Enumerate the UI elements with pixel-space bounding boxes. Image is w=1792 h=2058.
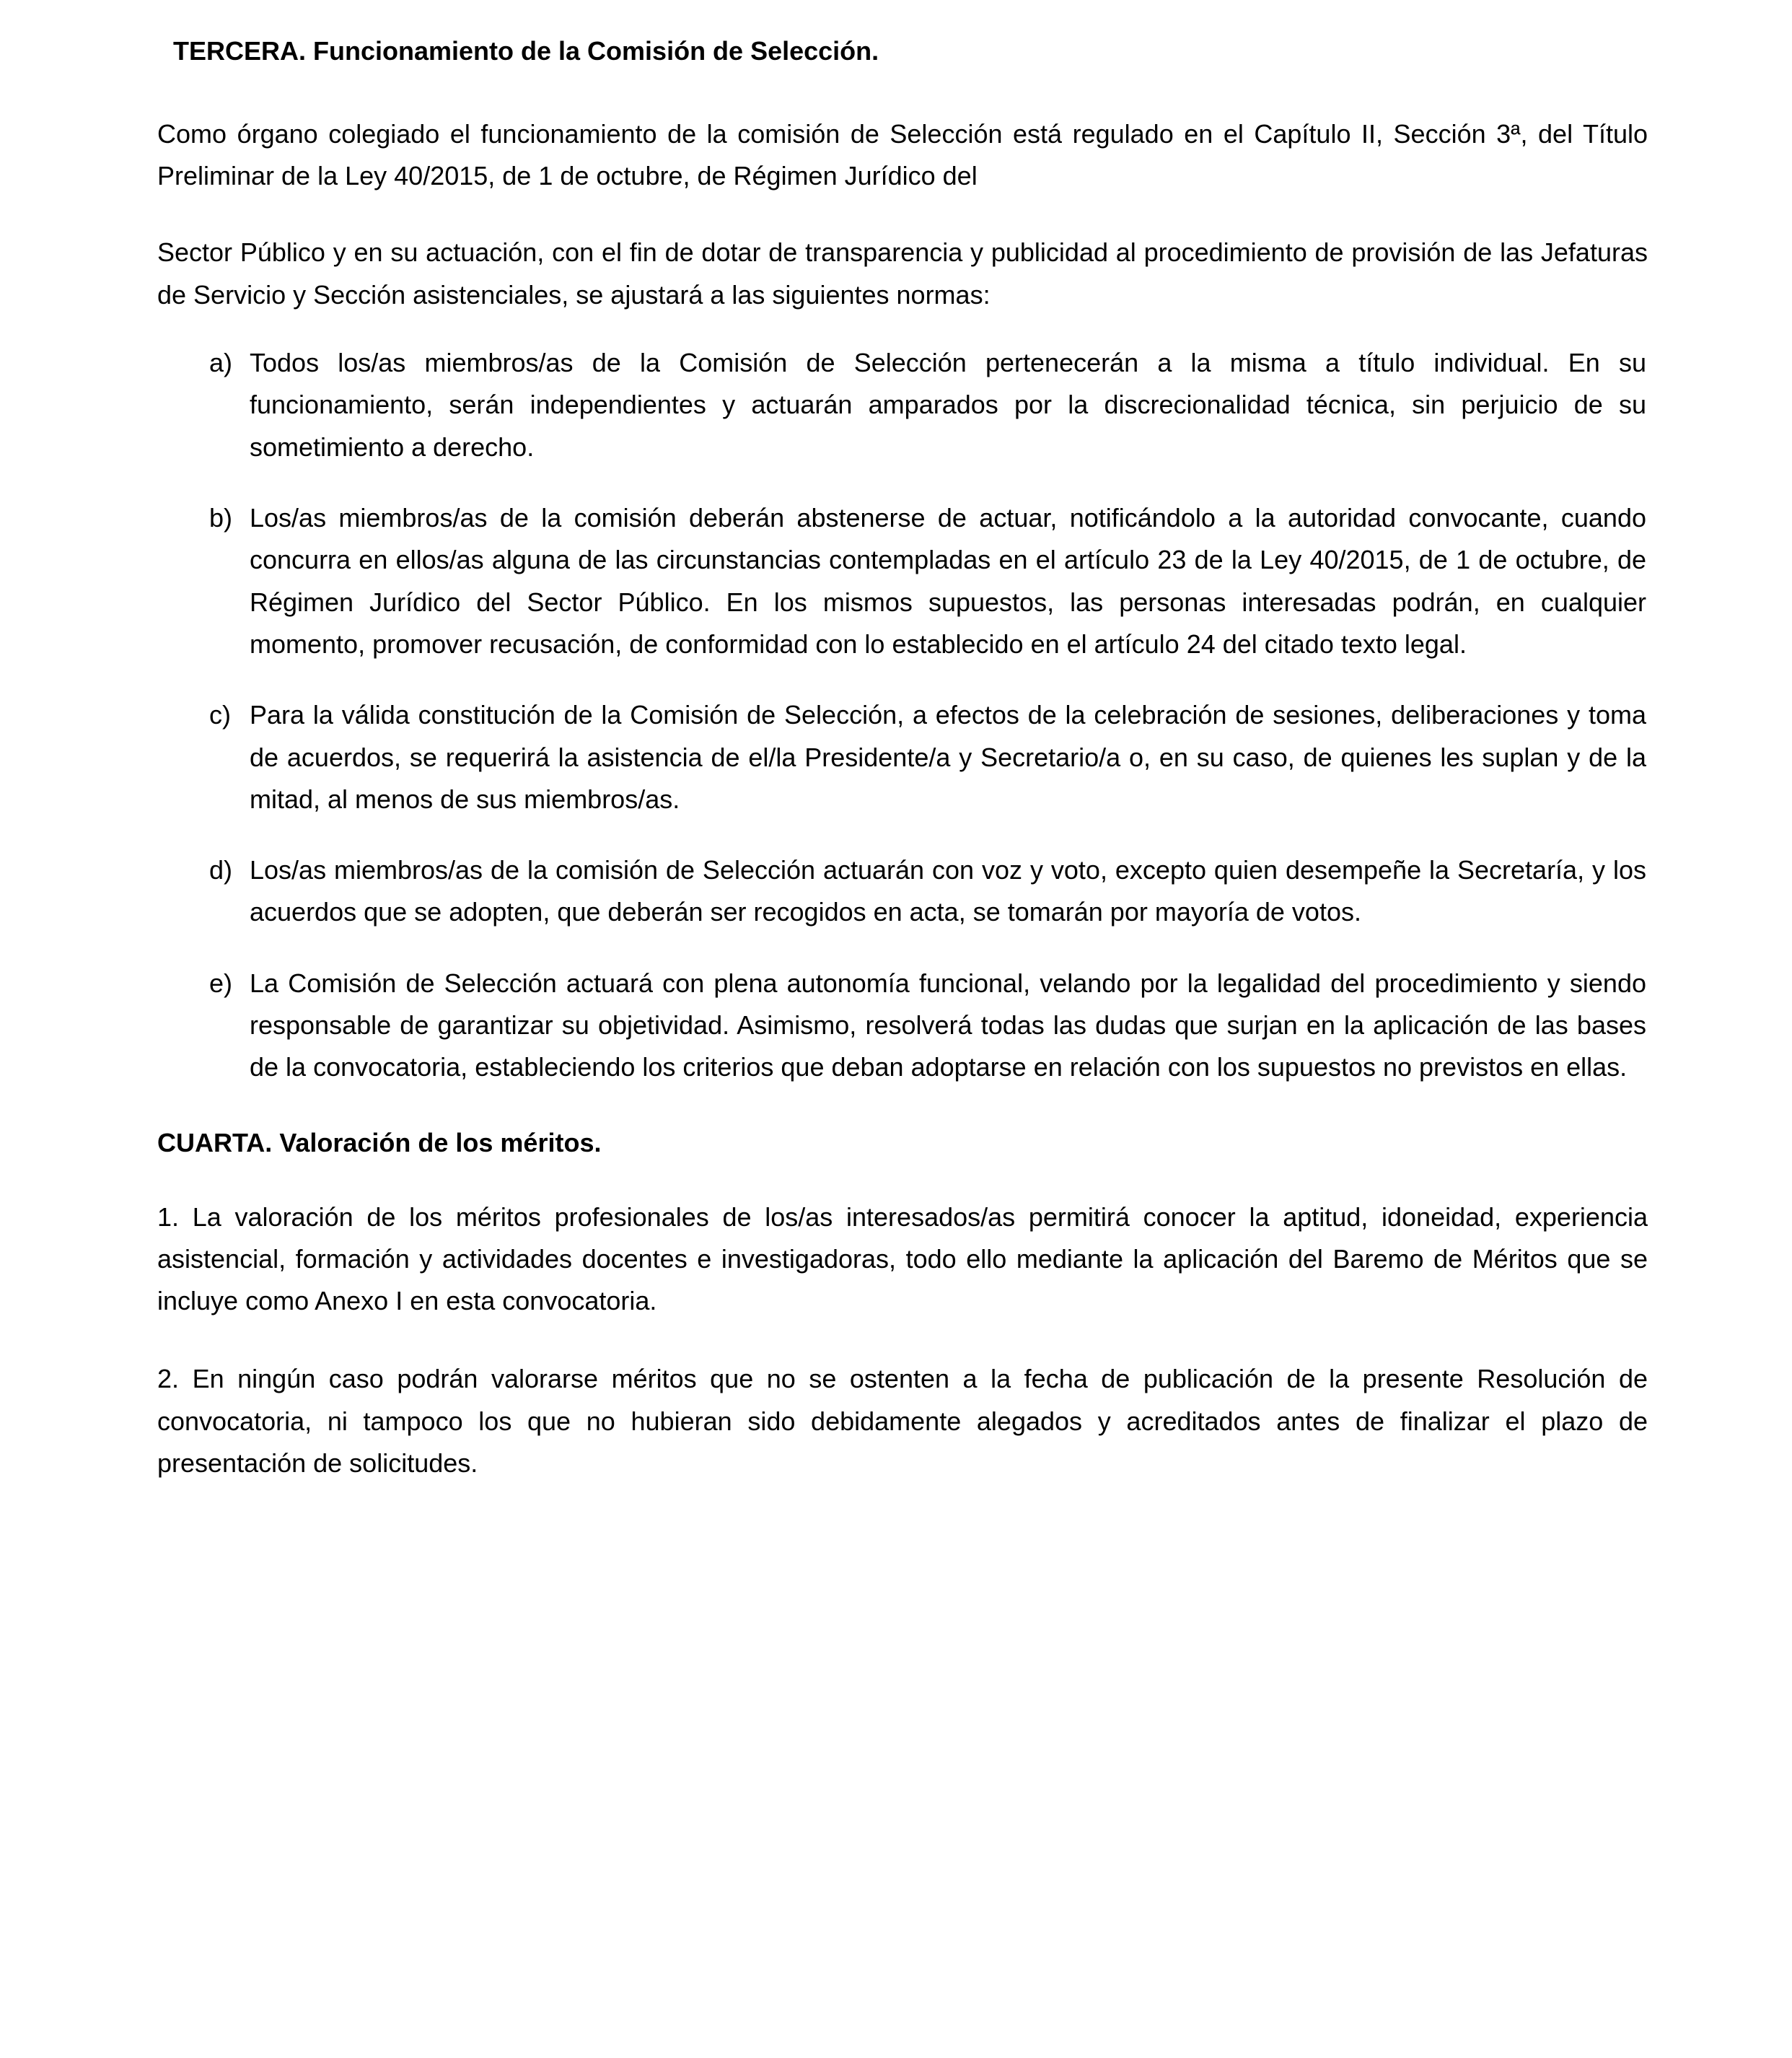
list-item-text: Todos los/as miembros/as de la Comisión de Selección pertenecerán a la misma a título individual. En su funcionamiento, serán independientes y actuarán amparados por la discrecionalidad técnica, sin perjuicio de su sometimiento a derecho. [250, 348, 1646, 462]
list-item-text: Para la válida constitución de la Comisión de Selección, a efectos de la celebración de sesiones, deliberaciones y toma de acuerdos, se requerirá la asistencia de el/la Presidente/a y Secretario/a o, en su caso, de quienes les suplan y de la mitad, al menos de sus miembros/as. [250, 700, 1646, 814]
numbered-paragraph-2: 2. En ningún caso podrán valorarse méritos que no se ostenten a la fecha de publicación de la presente Resolución de convocatoria, ni tampoco los que no hubieran sido debidamente alegados y acreditados antes de finalizar el plazo de presentación de solicitudes. [157, 1364, 1648, 1479]
intro-paragraph-1: Como órgano colegiado el funcionamiento de la comisión de Selección está regulado en el Capítulo II, Sección 3ª, del Título Preliminar de la Ley 40/2015, de 1 de octubre, de Régimen Jurídico del [157, 118, 1648, 191]
norms-list [157, 342, 1648, 1089]
list-item [157, 342, 1648, 468]
numbered-paragraph-1: 1. La valoración de los méritos profesionales de los/as interesados/as permitirá conocer la aptitud, idoneidad, experiencia asistencial, formación y actividades docentes e investigadoras, todo ello mediante la aplicación del Baremo de Méritos que se incluye como Anexo I en esta convocatoria. [157, 1201, 1648, 1316]
list-item-marker: d) [209, 855, 233, 885]
list-item [157, 497, 1648, 665]
section-heading-tercera: TERCERA. Funcionamiento de la Comisión de Selección. [173, 36, 879, 66]
list-item [157, 694, 1648, 820]
list-item-marker: b) [209, 502, 233, 533]
intro-paragraph-2: Sector Público y en su actuación, con el fin de dotar de transparencia y publicidad al procedimiento de provisión de las Jefaturas de Servicio y Sección asistenciales, se ajustará a las siguientes normas: [157, 237, 1648, 310]
list-item-text: Los/as miembros/as de la comisión de Selección actuarán con voz y voto, excepto quien desempeñe la Secretaría, y los acuerdos que se adopten, que deberán ser recogidos en acta, se tomarán por mayoría de votos. [250, 855, 1646, 927]
list-item-marker: e) [209, 968, 233, 998]
list-item-text: La Comisión de Selección actuará con plena autonomía funcional, velando por la legalidad del procedimiento y siendo responsable de garantizar su objetividad. Asimismo, resolverá todas las dudas que surjan en la aplicación de las bases de la convocatoria, estableciendo los criterios que deban adoptarse en relación con los supuestos no previstos en ellas. [250, 968, 1646, 1082]
list-item [157, 963, 1648, 1089]
list-item-text: Los/as miembros/as de la comisión deberán abstenerse de actuar, notificándolo a la autoridad convocante, cuando concurra en ellos/as alguna de las circunstancias contempladas en el artículo 23 de la Ley 40/2015, de 1 de octubre, de Régimen Jurídico del Sector Público. En los mismos supuestos, las personas interesadas podrán, en cualquier momento, promover recusación, de conformidad con lo establecido en el artículo 24 del citado texto legal. [250, 502, 1646, 659]
list-item-marker: c) [209, 700, 231, 730]
list-item-marker: a) [209, 348, 233, 378]
section-heading-cuarta: CUARTA. Valoración de los méritos. [157, 1127, 602, 1157]
list-item [157, 849, 1648, 934]
